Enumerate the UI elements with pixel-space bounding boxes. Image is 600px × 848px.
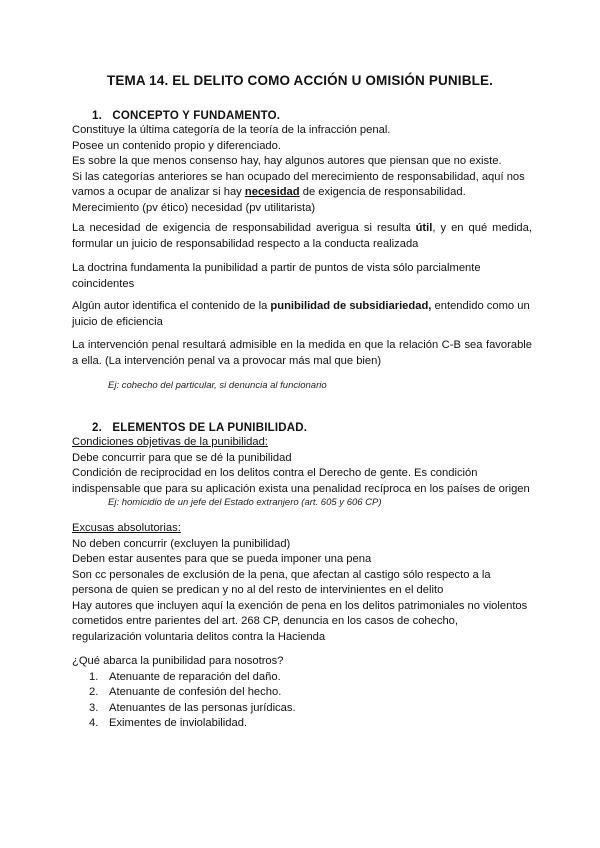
text-span: entendido como un juicio de eficiencia xyxy=(72,300,530,328)
text-line: Posee un contenido propio y diferenciado. xyxy=(72,139,281,152)
section-1-heading xyxy=(92,110,280,122)
list-text: Atenuante de reparación del daño. xyxy=(109,670,281,683)
paragraph: La doctrina fundamenta la punibilidad a partir de puntos de vista sólo parcialmente coincidentes xyxy=(72,262,481,290)
subheading-condiciones: Condiciones objetivas de la punibilidad: xyxy=(72,436,268,448)
text-span: vamos a ocupar de analizar si hay xyxy=(72,186,245,198)
text-line: Hay autores que incluyen aquí la exención de pena en los delitos patrimoniales no violentos xyxy=(72,599,528,612)
section-2-heading xyxy=(92,422,307,434)
text-span: Algún autor identifica el contenido de la xyxy=(72,300,271,312)
section-1-intro xyxy=(72,123,532,216)
section-title: CONCEPTO Y FUNDAMENTO. xyxy=(112,110,281,122)
condiciones-block xyxy=(72,435,532,497)
list-item xyxy=(72,701,296,717)
list-number: 1. xyxy=(89,670,99,683)
text-line: No deben concurrir (excluyen la punibilidad) xyxy=(72,537,291,550)
section-number: 2. xyxy=(92,422,102,434)
text-span: , y en qué medida, formular un juicio de responsabilidad respecto a la conducta realizada xyxy=(72,222,532,250)
list-item xyxy=(72,670,296,686)
subheading-excusas: Excusas absolutorias: xyxy=(72,522,181,534)
paragraph xyxy=(72,299,532,330)
text-line: persona de quien se predican y no al del resto de intervinientes en el delito xyxy=(72,584,444,596)
text-line: Merecimiento (pv ético) necesidad (pv utilitarista) xyxy=(72,201,316,214)
list-question: ¿Qué abarca la punibilidad para nosotros? xyxy=(72,655,284,667)
paragraph: La intervención penal resultará admisible en la medida en que la relación C-B sea favorable a ella. (La intervención penal va a provocar más mal que bien) xyxy=(72,339,532,367)
paragraph xyxy=(72,221,532,252)
list-text: Atenuantes de las personas jurídicas. xyxy=(109,701,296,714)
text-line: Deben estar ausentes para que se pueda imponer una pena xyxy=(72,553,372,565)
section-number: 1. xyxy=(92,110,102,122)
list-item xyxy=(72,685,296,701)
text-line: Son cc personales de exclusión de la pena, que afectan al castigo sólo respecto a la xyxy=(72,568,491,581)
page-title: TEMA 14. EL DELITO COMO ACCIÓN U OMISIÓN PUNIBLE. xyxy=(106,73,494,88)
example-note: Ej: cohecho del particular, si denuncia al funcionario xyxy=(108,380,327,391)
excusas-block xyxy=(72,521,532,645)
example-note: Ej: homicidio de un jefe del Estado extranjero (art. 605 y 606 CP) xyxy=(108,497,382,508)
text-line: Si las categorías anteriores se han ocupado del merecimiento de responsabilidad, aquí nos xyxy=(72,170,525,183)
emphasis-subsidiariedad: punibilidad de subsidiariedad, xyxy=(270,300,432,312)
list-text: Eximentes de inviolabilidad. xyxy=(109,717,248,729)
text-line: indispensable que para su aplicación exista una penalidad recíproca en los países de origen xyxy=(72,482,530,495)
text-span: La necesidad de exigencia de responsabilidad averigua si resulta xyxy=(72,222,416,234)
punibilidad-list xyxy=(72,654,296,732)
list-item xyxy=(72,716,296,732)
emphasis-util: útil xyxy=(415,222,433,234)
text-line: cometidos entre parientes del art. 268 CP, denuncia en los casos de cohecho, xyxy=(72,615,459,627)
emphasis-necesidad: necesidad xyxy=(244,186,300,198)
list-number: 4. xyxy=(89,717,99,729)
list-text: Atenuante de confesión del hecho. xyxy=(109,686,282,698)
text-span: de exigencia de responsabilidad. xyxy=(299,186,466,198)
list-number: 3. xyxy=(89,701,99,714)
text-line: Constituye la última categoría de la teoría de la infracción penal. xyxy=(72,124,391,136)
list-number: 2. xyxy=(89,686,99,698)
text-line xyxy=(72,185,532,201)
text-line: Debe concurrir para que se dé la punibilidad xyxy=(72,451,292,464)
section-title: ELEMENTOS DE LA PUNIBILIDAD. xyxy=(112,422,308,434)
text-line: Es sobre la que menos consenso hay, hay algunos autores que piensan que no existe. xyxy=(72,155,502,167)
text-line: Condición de reciprocidad en los delitos contra el Derecho de gente. Es condición xyxy=(72,467,478,479)
text-line: regularización voluntaria delitos contra la Hacienda xyxy=(72,630,326,643)
